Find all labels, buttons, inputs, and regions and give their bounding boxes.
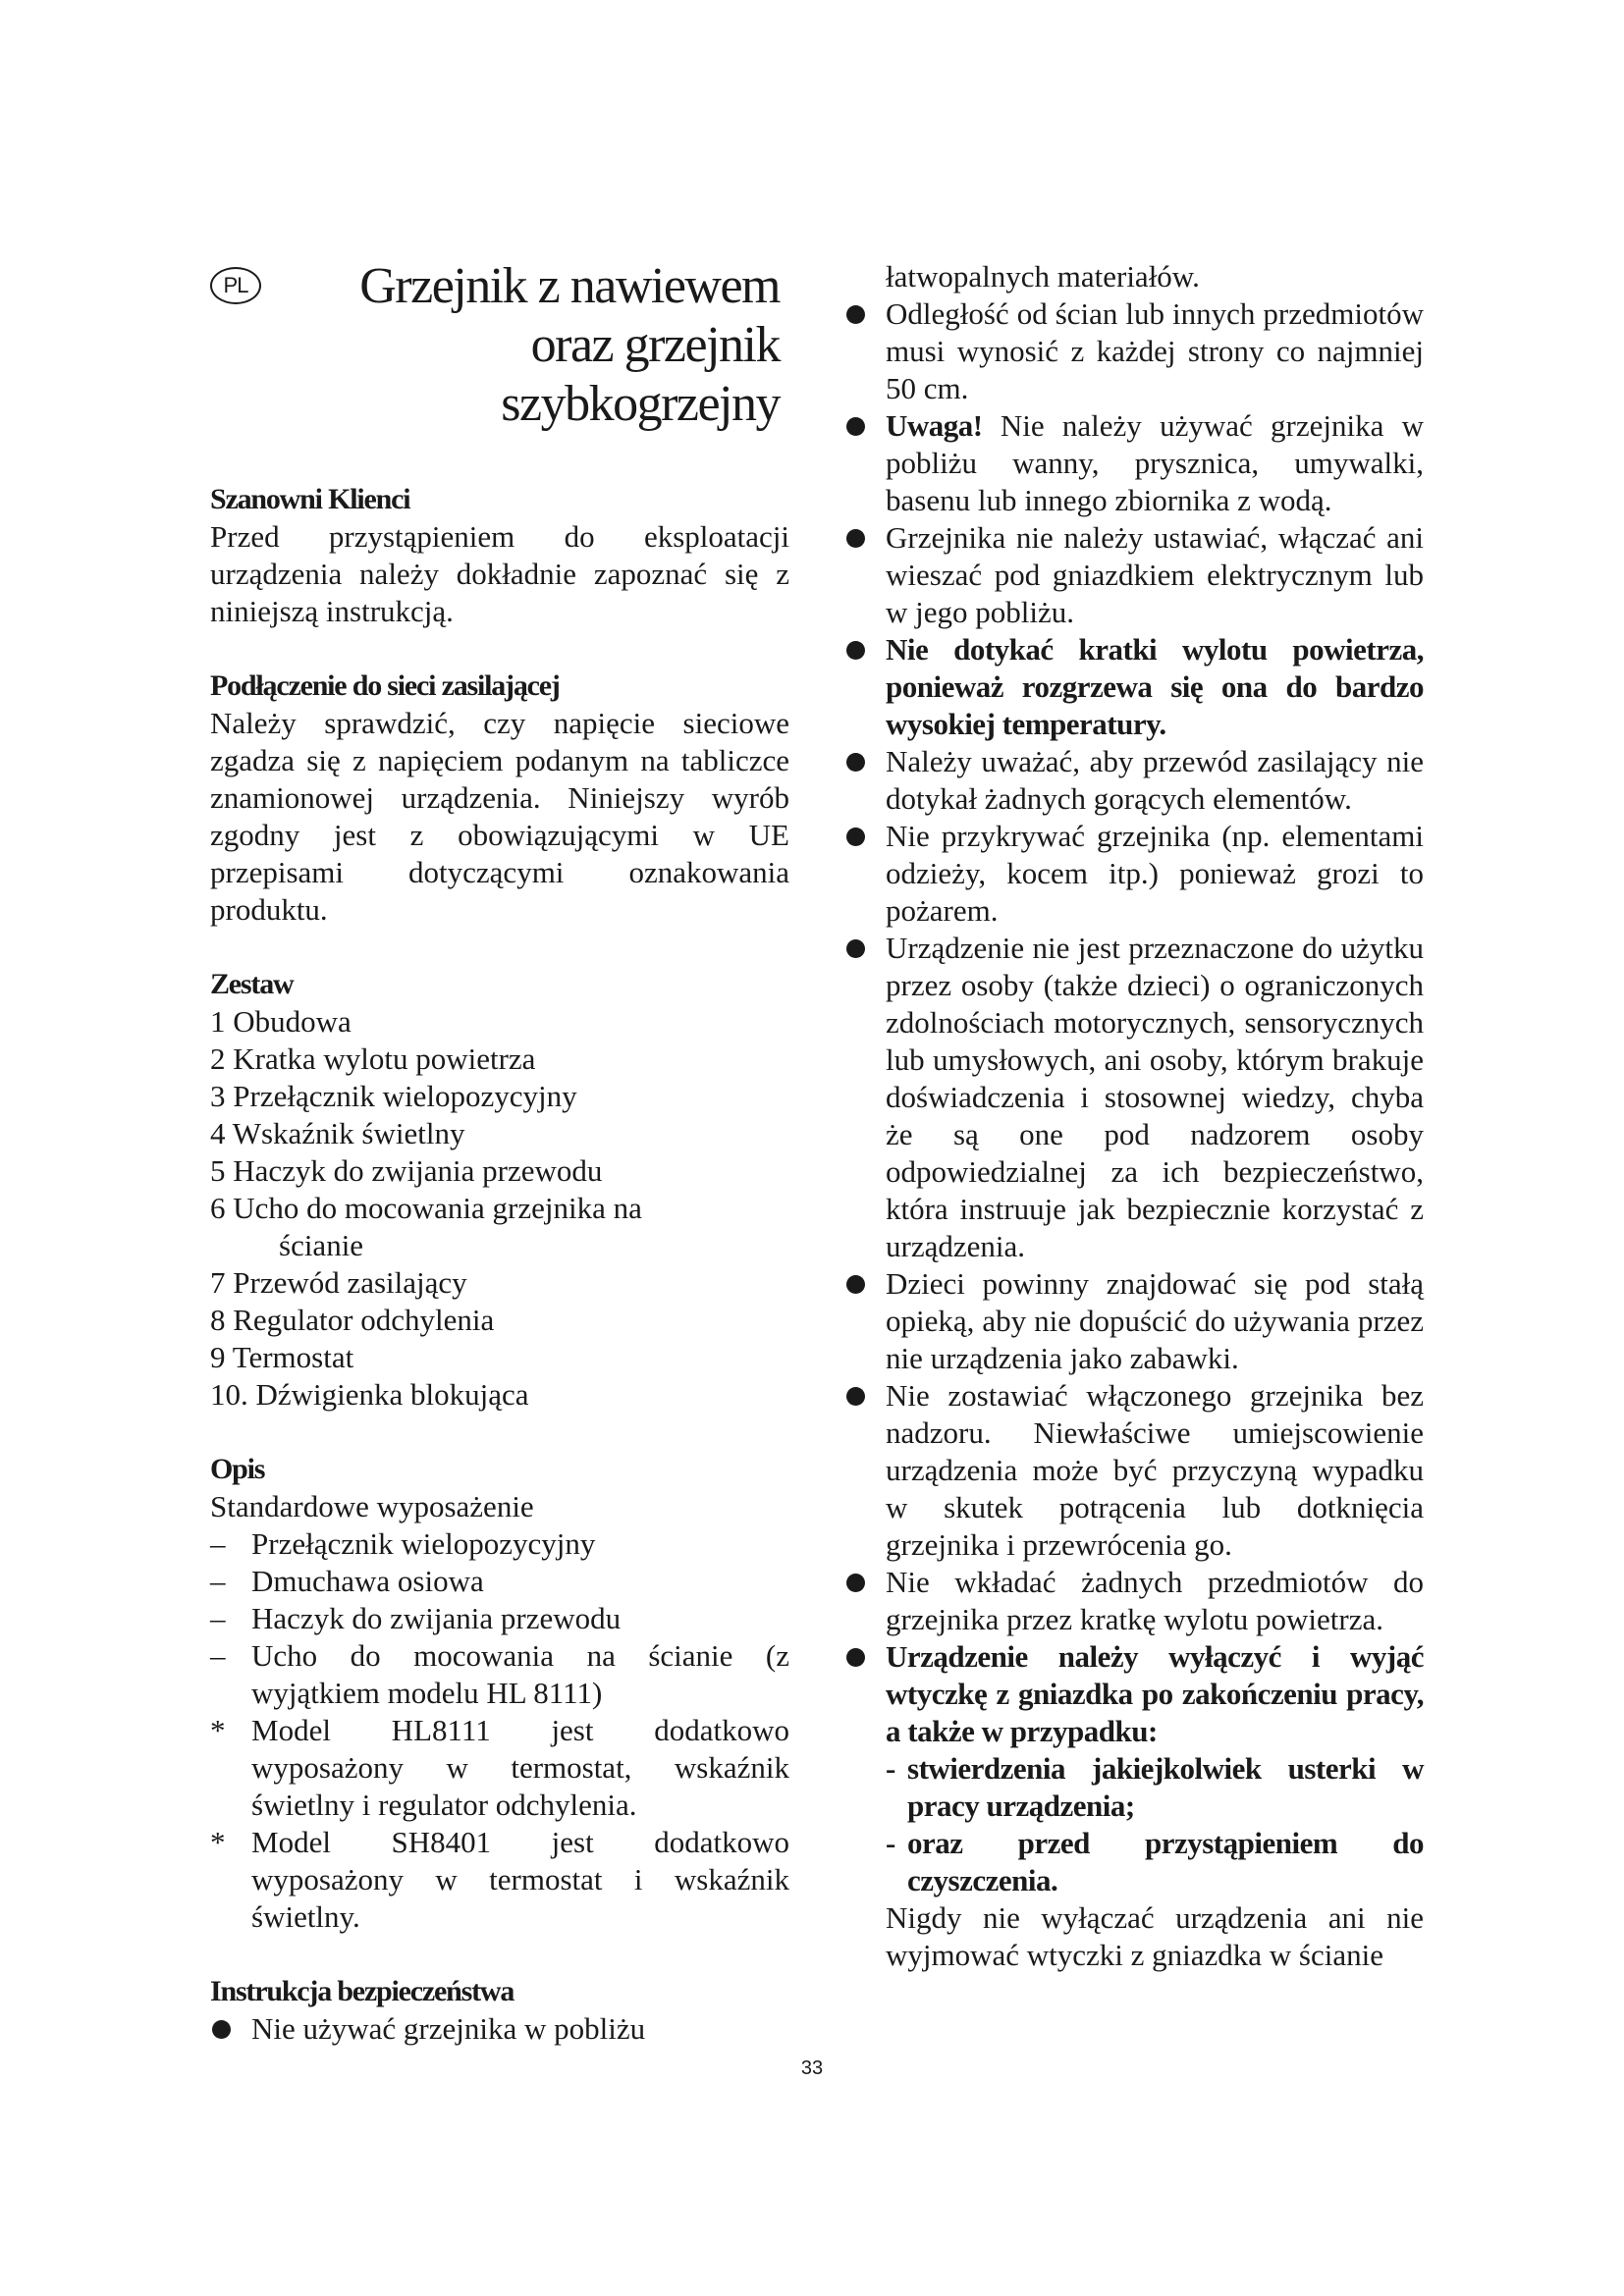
page-title xyxy=(359,257,780,434)
kit-list xyxy=(210,1003,789,1414)
model-note-text: Model SH8401 jest dodatkowo wyposażony w termostat i wskaźnik świetlny. xyxy=(251,1825,789,1934)
greeting-section xyxy=(210,481,789,630)
list-item-text: Ucho do mocowania na ścianie (z wyjątkiem modelu HL 8111) xyxy=(251,1638,789,1710)
list-item xyxy=(844,1564,1424,1638)
list-item-text: Haczyk do zwijania przewodu xyxy=(251,1601,622,1635)
left-column xyxy=(210,257,789,2048)
dash-marker: – xyxy=(210,1638,226,1673)
list-item: 1 Obudowa xyxy=(210,1004,352,1039)
list-item-text: Grzejnika nie należy ustawiać, włączać ani wieszać pod gniazdkiem elektrycznym lub w jego pobliżu. xyxy=(886,520,1424,629)
sub-dash-marker: - xyxy=(886,1751,895,1786)
list-item xyxy=(210,1563,789,1600)
list-item: 7 Przewód zasilający xyxy=(210,1265,467,1300)
equipment-list xyxy=(210,1525,789,1712)
list-item xyxy=(844,1638,1424,1750)
bullet-icon xyxy=(212,2020,231,2039)
bullet-icon xyxy=(846,1387,865,1406)
bullet-icon xyxy=(846,641,865,660)
list-item-text: Nie przykrywać grzejnika (np. elementami odzieży, kocem itp.) ponieważ grozi to pożarem. xyxy=(886,819,1424,928)
list-item: 6 Ucho do mocowania grzejnika na xyxy=(210,1191,642,1225)
list-item xyxy=(844,295,1424,407)
title-line-1: Grzejnik z nawiewem xyxy=(359,258,780,314)
list-item-text: Dmuchawa osiowa xyxy=(251,1564,484,1598)
sub-dash-marker: - xyxy=(886,1826,895,1860)
list-item-text: Urządzenie należy wyłączyć i wyjąć wtyczkę z gniazdka po zakończeniu pracy, a także w przypadku: xyxy=(886,1639,1424,1748)
title-line-3: szybkogrzejny xyxy=(501,376,780,432)
page-number: 33 xyxy=(800,2057,824,2079)
power-section xyxy=(210,667,789,929)
list-item xyxy=(210,1525,789,1563)
warning-label: Uwaga! xyxy=(886,408,983,443)
list-item: 5 Haczyk do zwijania przewodu xyxy=(210,1153,603,1188)
sub-list-item xyxy=(844,1750,1424,1825)
bullet-icon xyxy=(846,1648,865,1667)
bullet-icon xyxy=(846,1574,865,1592)
list-item xyxy=(844,407,1424,519)
list-item-text: Należy uważać, aby przewód zasilający nie dotykał żadnych gorących elementów. xyxy=(886,744,1424,816)
list-item-text: Nie używać grzejnika w pobliżu xyxy=(251,2011,646,2046)
model-note-text: Model HL8111 jest dodatkowo wyposażony w termostat, wskaźnik świetlny i regulator odchylenia. xyxy=(251,1713,789,1822)
right-column xyxy=(844,258,1424,1974)
list-item xyxy=(210,2010,789,2048)
bullet-icon xyxy=(846,417,865,436)
bullet-icon xyxy=(846,753,865,772)
power-text: Należy sprawdzić, czy napięcie sieciowe zgadza się z napięciem podanym na tabliczce znamionowej urządzenia. Niniejszy wyrób zgodny jest z obowiązującymi w UE przepisami dotyczącymi oznakowania produktu. xyxy=(210,706,789,927)
language-badge: PL xyxy=(210,267,261,304)
list-item-text: Nie zostawiać włączonego grzejnika bez nadzoru. Niewłaściwe umiejscowienie urządzenia może być przyczyną wypadku w skutek potrącenia lub dotknięcia grzejnika i przewrócenia go. xyxy=(886,1378,1424,1562)
list-item-text: Nie dotykać kratki wylotu powietrza, ponieważ rozgrzewa się ona do bardzo wysokiej temperatury. xyxy=(886,632,1424,741)
list-item: 9 Termostat xyxy=(210,1340,354,1374)
sub-list-item-text: stwierdzenia jakiejkolwiek usterki w pracy urządzenia; xyxy=(907,1751,1424,1823)
kit-heading: Zestaw xyxy=(210,968,294,1000)
description-heading: Opis xyxy=(210,1453,265,1485)
list-item-text: Przełącznik wielopozycyjny xyxy=(251,1526,596,1561)
bullet-icon xyxy=(846,305,865,324)
bullet-icon xyxy=(846,1275,865,1294)
safety-heading: Instrukcja bezpieczeństwa xyxy=(210,1975,514,2007)
list-item: 2 Kratka wylotu powietrza xyxy=(210,1041,536,1076)
bullet-icon xyxy=(846,828,865,846)
list-item xyxy=(210,1637,789,1712)
list-item xyxy=(844,743,1424,818)
description-section xyxy=(210,1451,789,1936)
model-note xyxy=(210,1712,789,1824)
bullet-icon xyxy=(846,939,865,958)
final-text: Nigdy nie wyłączać urządzenia ani nie wyjmować wtyczki z gniazdka w ścianie xyxy=(886,1900,1424,1972)
list-item xyxy=(210,1600,789,1637)
sub-list-item xyxy=(844,1825,1424,1899)
list-item xyxy=(844,519,1424,631)
greeting-text: Przed przystąpieniem do eksploatacji urządzenia należy dokładnie zapoznać się z niniejszą instrukcją. xyxy=(210,519,789,628)
bullet-icon xyxy=(846,529,865,548)
title-line-2: oraz grzejnik xyxy=(530,317,780,373)
sub-list-item-text: oraz przed przystąpieniem do czyszczenia. xyxy=(907,1826,1424,1897)
list-item: 4 Wskaźnik świetlny xyxy=(210,1116,465,1150)
dash-marker: – xyxy=(210,1601,226,1635)
list-item: 3 Przełącznik wielopozycyjny xyxy=(210,1079,577,1113)
list-item xyxy=(844,1265,1424,1377)
kit-section xyxy=(210,966,789,1414)
list-item xyxy=(844,631,1424,743)
list-item: ścianie xyxy=(279,1228,364,1262)
dash-marker: – xyxy=(210,1564,226,1598)
list-item: 8 Regulator odchylenia xyxy=(210,1303,495,1337)
list-item xyxy=(844,818,1424,930)
greeting-heading: Szanowni Klienci xyxy=(210,483,410,515)
list-item-text: Odległość od ścian lub innych przedmiotów musi wynosić z każdej strony co najmniej 50 cm. xyxy=(886,296,1424,405)
list-item-text: Urządzenie nie jest przeznaczone do użytku przez osoby (także dzieci) o ograniczonych zdolnościach motorycznych, sensorycznych lub umysłowych, ani osoby, którym brakuje doświadczenia i stosownej wiedzy, chyba że są one pod nadzorem osoby odpowiedzialnej za ich bezpieczeństwo, która instruuje jak bezpiecznie korzystać z urządzenia. xyxy=(886,931,1424,1263)
dash-marker: – xyxy=(210,1526,226,1561)
star-marker: * xyxy=(210,1825,226,1859)
safety-section xyxy=(210,1973,789,2048)
safety-list-start xyxy=(210,2010,789,2048)
list-item-text: Nie wkładać żadnych przedmiotów do grzejnika przez kratkę wylotu powietrza. xyxy=(886,1565,1424,1636)
list-item xyxy=(844,1377,1424,1564)
list-item: 10. Dźwigienka blokująca xyxy=(210,1377,529,1412)
model-note xyxy=(210,1824,789,1936)
description-intro: Standardowe wyposażenie xyxy=(210,1489,534,1523)
safety-list xyxy=(844,295,1424,1750)
title-block xyxy=(210,257,789,454)
power-heading: Podłączenie do sieci zasilającej xyxy=(210,669,560,702)
list-item xyxy=(844,930,1424,1265)
list-item-text: Dzieci powinny znajdować się pod stałą opieką, aby nie dopuścić do używania przez nie urządzenia jako zabawki. xyxy=(886,1266,1424,1375)
safety-item-continued: łatwopalnych materiałów. xyxy=(886,259,1200,294)
list-item-text: Nie należy używać grzejnika w pobliżu wanny, prysznica, umywalki, basenu lub innego zbiornika z wodą. xyxy=(886,408,1424,517)
star-marker: * xyxy=(210,1713,226,1747)
